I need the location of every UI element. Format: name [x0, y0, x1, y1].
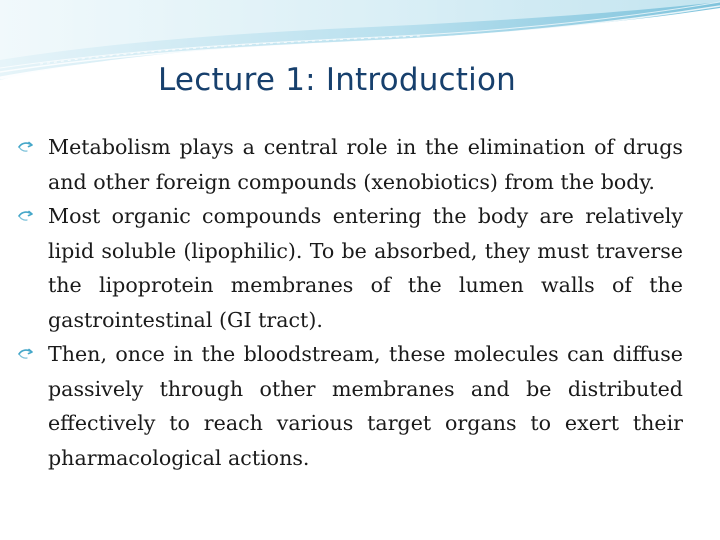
arrow-bullet-icon: [18, 199, 48, 234]
bullet-text: Then, once in the bloodstream, these molecules can diffuse passively through other membranes and be distributed effectively to reach various target organs to exert their pharmacological actions.: [48, 342, 683, 470]
arrow-bullet-icon: [18, 337, 48, 372]
bullet-text: Metabolism plays a central role in the elimination of drugs and other foreign compounds (xenobiotics) from the body.: [48, 135, 683, 194]
bullet-item: [18, 130, 683, 199]
slide-title: Lecture 1: Introduction: [158, 62, 516, 98]
bullet-list: [18, 130, 683, 475]
bullet-text: Most organic compounds entering the body are relatively lipid soluble (lipophilic). To be absorbed, they must traverse the lipoprotein membranes of the lumen walls of the gastrointestinal (GI tract).: [48, 204, 683, 332]
arrow-bullet-icon: [18, 130, 48, 165]
bullet-item: [18, 199, 683, 337]
bullet-item: [18, 337, 683, 475]
